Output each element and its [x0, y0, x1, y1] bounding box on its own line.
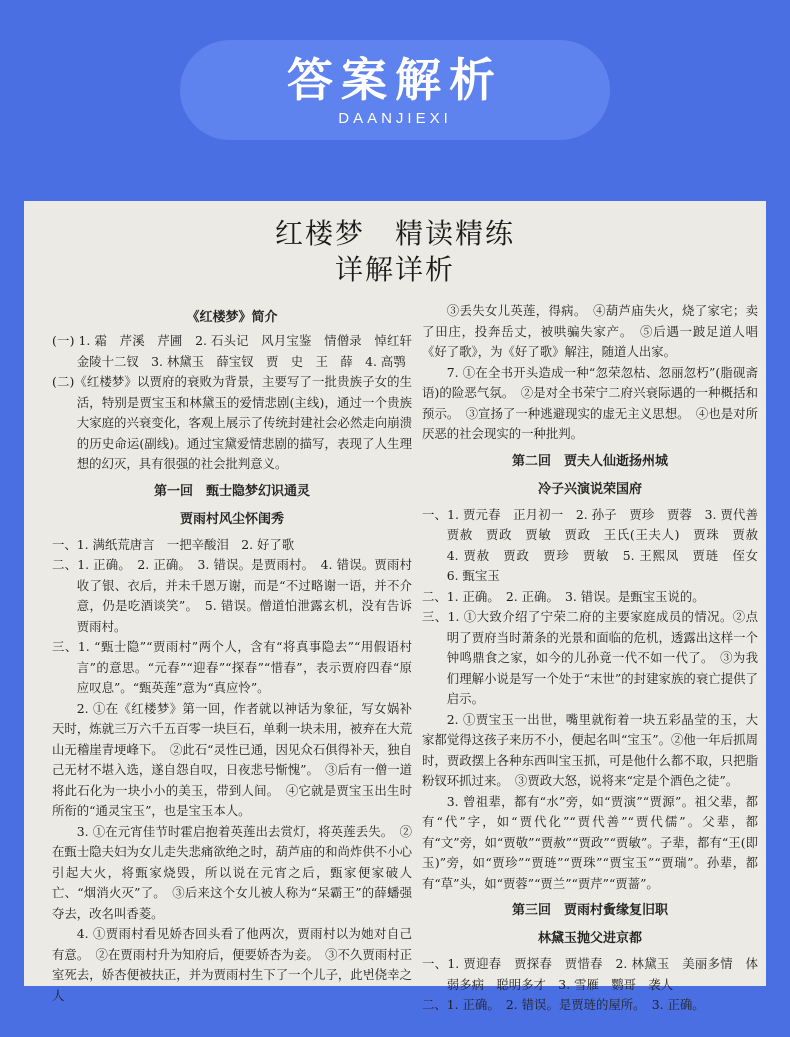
- answer-paragraph: 3. ①在元宵佳节时霍启抱着英莲出去赏灯，将英莲丢失。 ②在甄士隐夫妇为女儿走失悲痛欲绝之时，葫芦庙的和尚炸供不小心引起大火，将甄家烧毁，所以说在元宵之后，甄家便家破人亡、“烟消火灭”了。 ③后来这个女儿被人称为“呆霸王”的薛蟠强夺去，改名叫香菱。: [52, 823, 412, 921]
- banner-subtitle: DAANJIEXI: [338, 109, 452, 127]
- answer-paragraph: 一、1. 贾元春 正月初一 2. 孙子 贾珍 贾蓉 3. 贾代善 贾赦 贾政 贾敏 贾政 王氏(王夫人) 贾珠 贾赦 4. 贾赦 贾政 贾珍 贾敏 5. 王熙凤 贾琏 侄女 6. 甄宝玉: [422, 506, 771, 583]
- section-subheading: 林黛玉抛父进京都: [537, 931, 642, 946]
- answer-paragraph: 三、1. ①大致介绍了宁荣二府的主要家庭成员的情况。②点明了贾府当时萧条的光景和面临的危机，透露出这样一个钟鸣鼎食之家，如今的儿孙竟一代不如一代了。 ③为我们理解小说是写一个处于“末世”的封建家族的衰亡提供了启示。: [422, 609, 758, 706]
- right-column: [422, 301, 771, 1012]
- document-subtitle: 详解详析: [334, 253, 455, 286]
- section-heading: 第三回 贾雨村夤缘复旧职: [511, 903, 668, 918]
- answer-paragraph: 2. ①在《红楼梦》第一回，作者就以神话为象征，写女娲补天时，炼就三万六千五百零一块巨石，单剩一块未用，被弃在大荒山无稽崖青埂峰下。 ②此石“灵性已通，因见众石俱得补天，独自己无材不堪入选，遂自怨自叹，日夜悲号惭愧”。 ③后有一僧一道将此石化为一块小小的美玉，带到人间。 ④它就是贾宝玉出生时所衔的“通灵宝玉”，也是宝玉本人。: [52, 700, 412, 818]
- section-heading: 《红楼梦》简介: [186, 310, 278, 325]
- scanned-answer-page: [24, 201, 771, 1012]
- answer-paragraph: (一) 1. 霜 芹溪 芹圃 2. 石头记 风月宝鉴 情僧录 悼红轩 金陵十二钗 3. 林黛玉 薛宝钗 贾 史 王 薛 4. 高鹗: [52, 333, 425, 369]
- answer-paragraph: (二)《红楼梦》以贾府的衰败为背景，主要写了一批贵族子女的生活，特别是贾宝玉和林黛玉的爱情悲剧(主线)，通过一个贵族大家庭的兴衰变化，客观上展示了传统封建社会必然走向崩溃的历史命运(副线)。通过宝黛爱情悲剧的描写，表现了人生理想的幻灭，具有很强的社会批判意义。: [52, 374, 412, 471]
- answer-paragraph: 二、1. 正确。 2. 正确。 3. 错误。是贾雨村。 4. 错误。贾雨村收了银、衣后，并未千恩万谢，而是“不过略谢一语，并不介意，仍是吃酒谈笑”。 5. 错误。僧道怕泄露玄机，没有告诉贾雨村。: [52, 557, 412, 634]
- answer-paragraph: 4. ①贾雨村看见娇杏回头看了他两次，贾雨村以为她对自己有意。 ②在贾雨村升为知府后，便要娇杏为妾。 ③不久贾雨村正室死去，娇杏便被扶正，并为贾雨村生下了一个儿子，此번侥幸之人: [52, 926, 412, 1003]
- answer-paragraph: 一、1. 满纸荒唐言 一把辛酸泪 2. 好了歌: [52, 536, 295, 552]
- answer-banner: [180, 40, 610, 140]
- answer-paragraph: ③丢失女儿英莲，得病。 ④葫芦庙失火，烧了家宅；卖了田庄，投奔岳丈，被哄骗失家产。 ⑤后遇一跛足道人唱《好了歌》，为《好了歌》解注，随道人出家。: [422, 303, 758, 359]
- answer-paragraph: 二、1. 正确。 2. 错误。是贾琏的屋所。 3. 正确。: [422, 997, 705, 1012]
- banner-title: 答案解析: [287, 52, 503, 107]
- answer-paragraph: 2. ①贾宝玉一出世，嘴里就衔着一块五彩晶莹的玉，大家都觉得这孩子来历不小，便起名叫“宝玉”。②他一年后抓周时，贾政摆上各种东西叫宝玉抓，可是他什么都不取，只把脂粉钗环抓过来。 ③贾政大怒，说将来“定是个酒色之徒”。: [422, 711, 758, 788]
- answer-paragraph: 二、1. 正确。 2. 正确。 3. 错误。是甄宝玉说的。: [422, 588, 705, 604]
- section-heading: 第二回 贾夫人仙逝扬州城: [511, 453, 668, 469]
- answer-paragraph: 3. 曾祖辈，都有“水”旁，如“贾演”“贾源”。祖父辈，都有“代”字，如“贾代化”“贾代善”“贾代儒”。父辈，都有“文”旁，如“贾敬”“贾赦”“贾政”“贾敏”。子辈，都有“王(即玉)”旁，如“贾珍”“贾琏”“贾珠”“贾宝玉”“贾瑞”。孙辈，都有“草”头，如“贾蓉”“贾兰”“贾芹”“贾蔷”。: [422, 793, 758, 891]
- section-subheading: 贾雨村风尘怀闺秀: [179, 511, 284, 527]
- document-title: 红楼梦 精读精练: [274, 217, 515, 250]
- section-subheading: 冷子兴演说荣国府: [537, 481, 642, 497]
- answer-paragraph: 一、1. 贾迎春 贾探春 贾惜春 2. 林黛玉 美丽多情 体弱多病 聪明多才 3. 雪雁 鹦哥 袭人: [422, 956, 758, 992]
- answer-paragraph: 三、1. “甄士隐”“贾雨村”两个人，含有“将真事隐去”“用假语村言”的意思。“元春”“迎春”“探春”“惜春”，表示贾府四春“原应叹息”。“甄英莲”意为“真应怜”。: [52, 639, 412, 695]
- left-column: [52, 301, 425, 1003]
- section-heading: 第一回 甄士隐梦幻识通灵: [153, 483, 310, 499]
- answer-paragraph: 7. ①在全书开头造成一种“忽荣忽枯、忽丽忽朽”(脂砚斋语)的险恶气氛。 ②是对全书荣宁二府兴衰际遇的一种概括和预示。 ③宣扬了一种逃避现实的虚无主义思想。 ④也是对所厌恶的社会现实的一种批判。: [422, 364, 758, 441]
